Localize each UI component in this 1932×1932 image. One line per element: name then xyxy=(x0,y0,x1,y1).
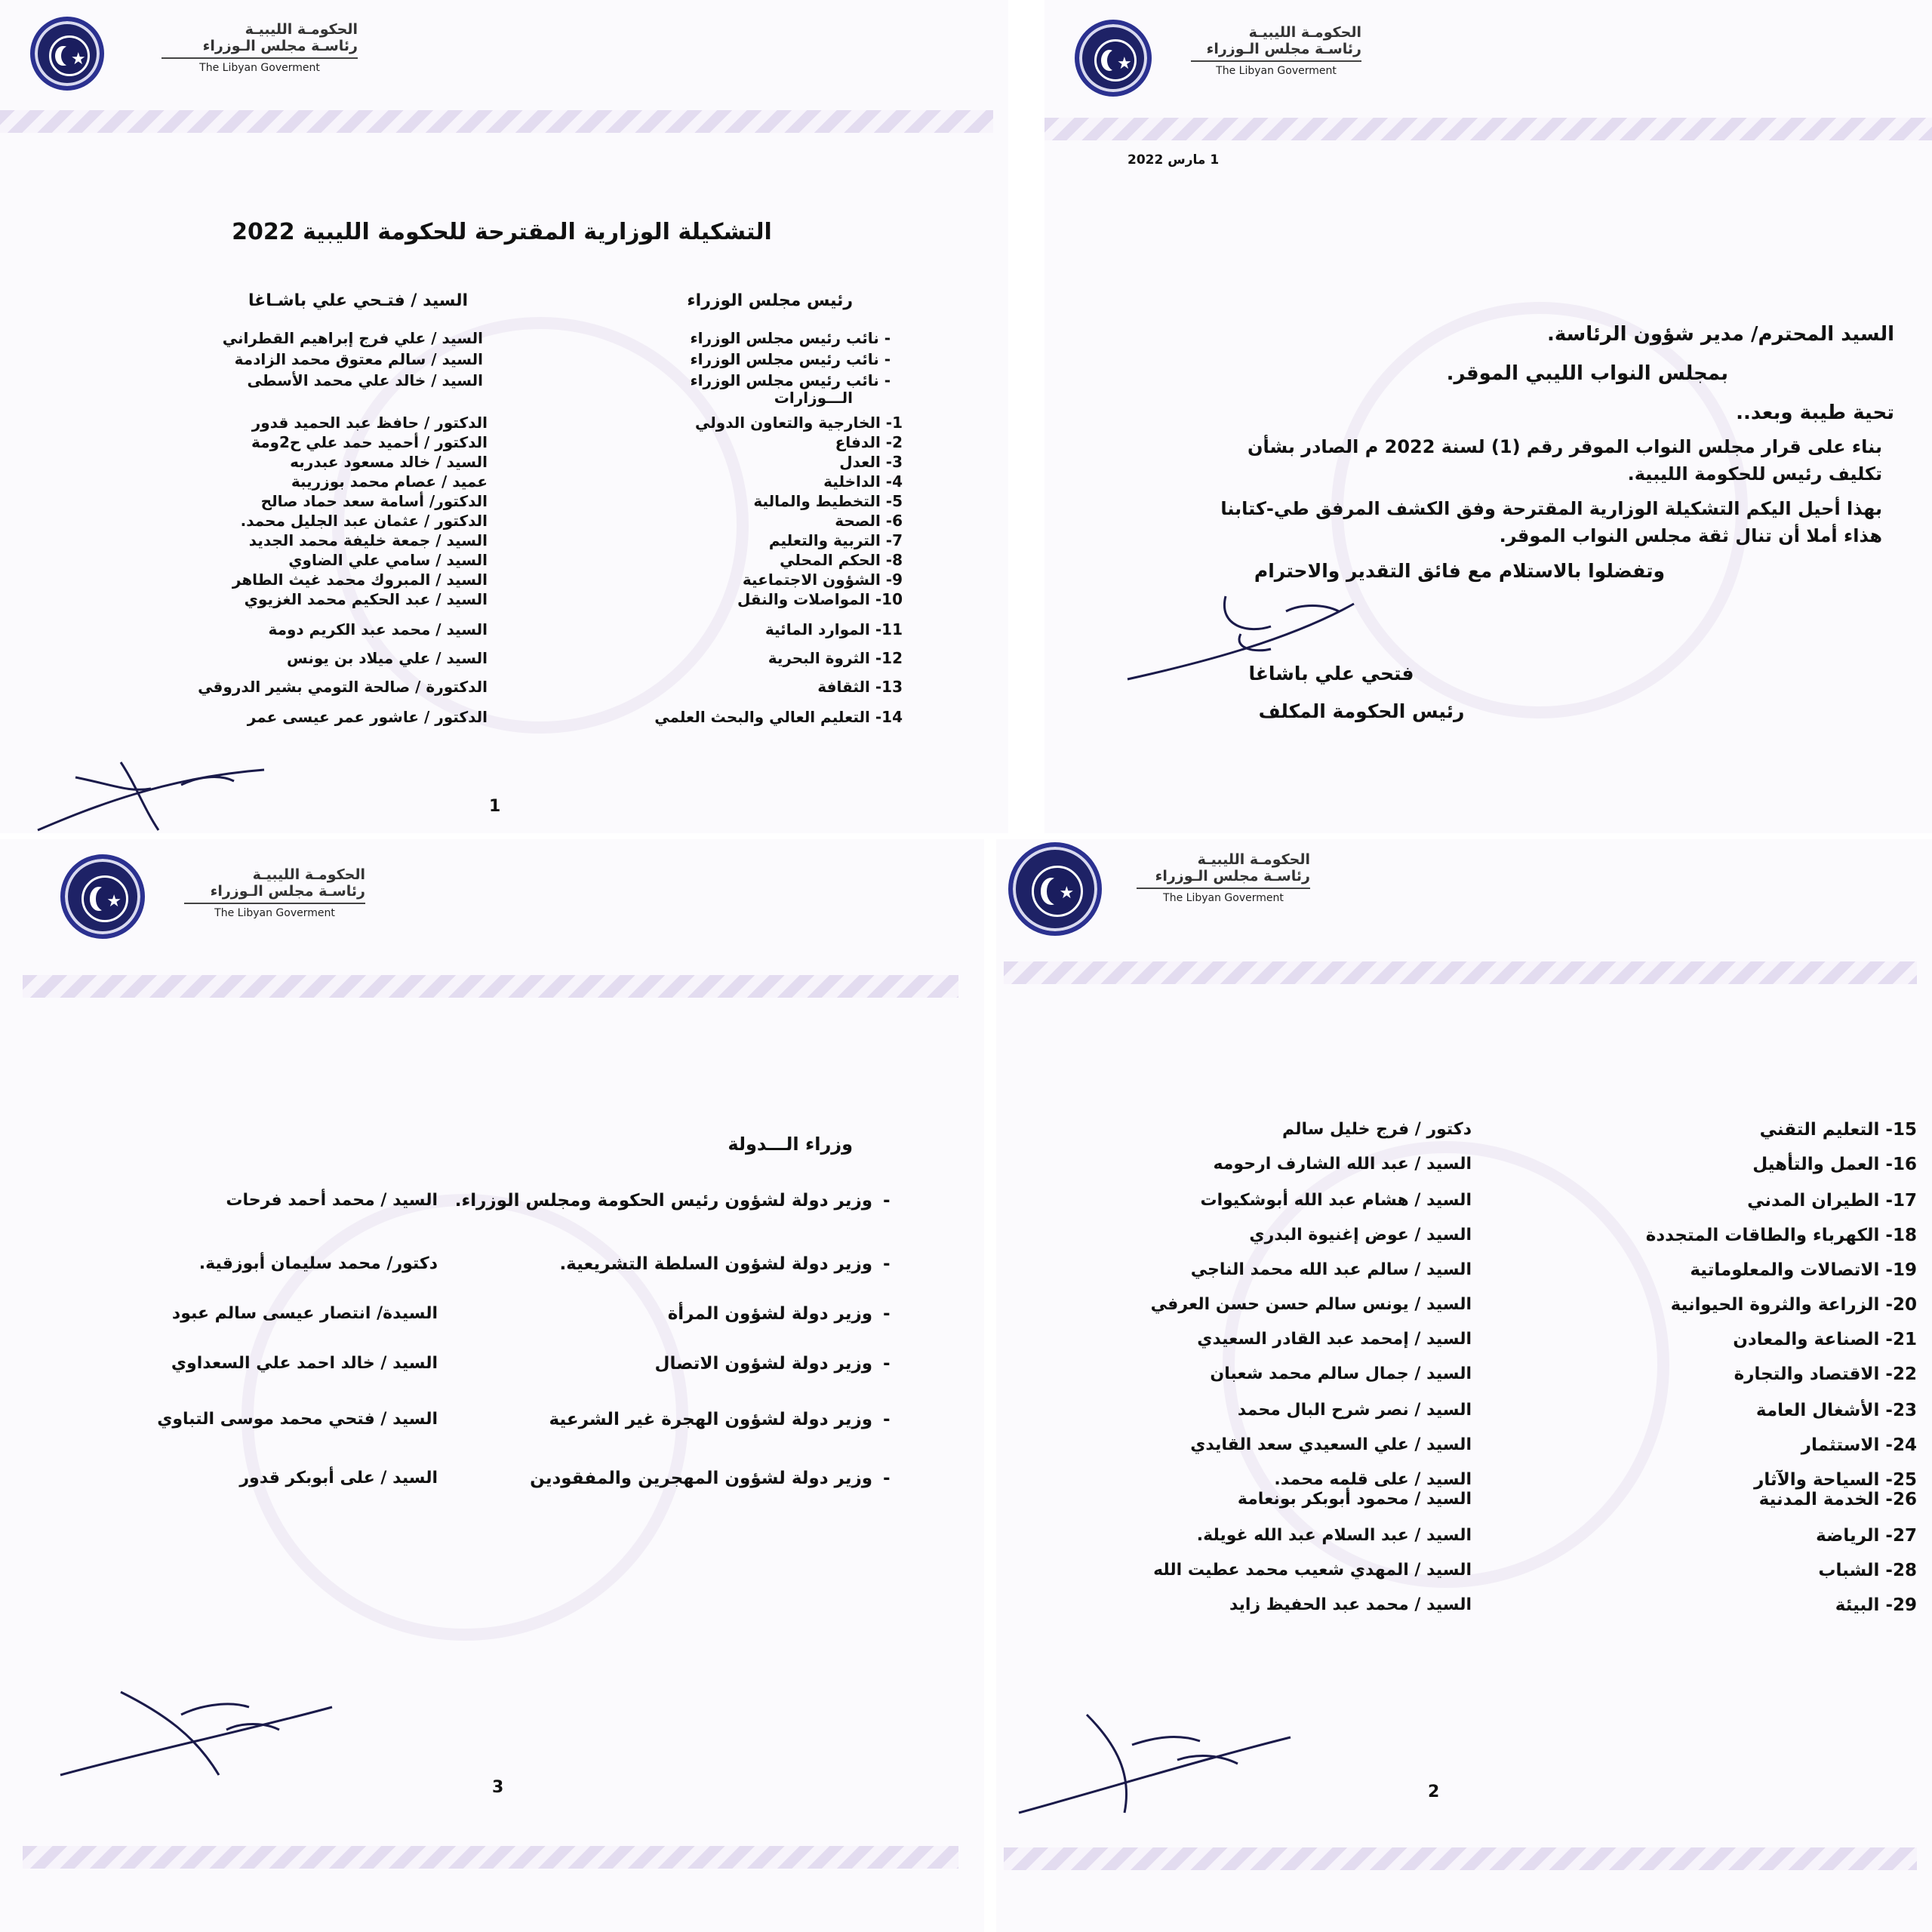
letterhead-line2: رئاسـة مجلس الـوزراء xyxy=(184,883,365,904)
signer-title: رئيس الحكومة المكلف xyxy=(1258,700,1465,722)
footer-stripe xyxy=(23,1846,958,1869)
ministry-role: 24- الاستثمار xyxy=(1801,1435,1917,1455)
ministry-role: 8- الحكم المحلي xyxy=(780,551,903,569)
minister-of-state-role: وزير دولة لشؤون الاتصال xyxy=(654,1354,872,1374)
deputy-name: السيد / خالد علي محمد الأسطى xyxy=(247,371,483,389)
ministry-role: 12- الثروة البحرية xyxy=(768,649,903,667)
government-seal-icon: ★ xyxy=(1008,842,1102,936)
minister-of-state-name: السيد / على أبوبكر قدور xyxy=(239,1469,438,1487)
minister-of-state-name: دكتور/ محمد سليمان أبوزقية. xyxy=(198,1254,438,1273)
letter-paragraph2-line1: بهذا أحيل اليكم التشكيلة الوزارية المقترحة وفق الكشف المرفق طي-كتابنا xyxy=(1220,498,1882,519)
minister-name: السيد / جمعة خليفة محمد الجديد xyxy=(248,531,488,549)
minister-name: الدكتورة / صالحة التومي بشير الدروقي xyxy=(198,678,488,696)
letterhead-line1: الحكومـة الليبيـة xyxy=(1197,851,1310,868)
minister-name: السيد / إمحمد عبد القادر السعيدي xyxy=(1197,1330,1472,1349)
letter-paragraph1-line1: بناء على قرار مجلس النواب الموقر رقم (1) لسنة 2022 م الصادر بشأن xyxy=(1247,436,1882,457)
header-stripe xyxy=(1044,118,1932,140)
ministry-role: 10- المواصلات والنقل xyxy=(737,590,903,608)
deputy-role: - نائب رئيس مجلس الوزراء xyxy=(690,329,891,347)
minister-name: الدكتور / أحميد حمد علي ح2ومة xyxy=(251,433,488,451)
pm-label: رئيس مجلس الوزراء xyxy=(687,291,853,310)
signature-icon xyxy=(30,740,279,833)
minister-name: السيد / سالم عبد الله محمد الناجي xyxy=(1190,1260,1472,1279)
ministry-role: 19- الاتصالات والمعلوماتية xyxy=(1690,1260,1917,1280)
section-title: وزراء الـــدولة xyxy=(728,1134,853,1155)
letterhead xyxy=(1137,851,1310,904)
list-dash: - xyxy=(883,1410,891,1429)
ministries-label: الـــوزارات xyxy=(774,389,853,407)
letterhead xyxy=(162,21,358,74)
minister-of-state-role: وزير دولة لشؤون المرأة xyxy=(667,1304,872,1324)
cover-letter-page xyxy=(1044,0,1932,833)
minister-name: الدكتور / عاشور عمر عيسى عمر xyxy=(247,708,488,726)
document-page-2 xyxy=(996,839,1932,1932)
minister-name: السيد / خالد مسعود عبدربه xyxy=(290,453,488,471)
letterhead xyxy=(1191,24,1361,77)
letterhead-english: The Libyan Goverment xyxy=(1216,65,1337,77)
list-dash: - xyxy=(883,1354,891,1374)
minister-name: السيد / يونس سالم حسن حسن العرفي xyxy=(1150,1295,1472,1314)
deputy-role: - نائب رئيس مجلس الوزراء xyxy=(690,350,891,368)
ministry-role: 17- الطيران المدني xyxy=(1747,1191,1917,1211)
minister-of-state-role: وزير دولة لشؤون المهجرين والمفقودين xyxy=(530,1469,872,1488)
page-number: 3 xyxy=(492,1778,504,1797)
minister-name: السيد / علي ميلاد بن يونس xyxy=(287,649,488,667)
letterhead-line2: رئاسـة مجلس الـوزراء xyxy=(162,38,358,59)
minister-name: السيد / عبد السلام عبد الله غويلة. xyxy=(1196,1526,1472,1545)
document-page-1 xyxy=(0,0,1008,833)
deputy-role: - نائب رئيس مجلس الوزراء xyxy=(690,371,891,389)
ministry-role: 7- التربية والتعليم xyxy=(768,531,903,549)
minister-of-state-name: السيدة/ انتصار عيسى سالم عبود xyxy=(171,1304,438,1323)
minister-name: السيد / علي السعيدي سعد القايدي xyxy=(1190,1435,1472,1454)
letter-greeting: تحية طيبة وبعد.. xyxy=(1736,401,1894,424)
ministry-role: 21- الصناعة والمعادن xyxy=(1733,1330,1917,1349)
minister-name: عميد / عصام محمد بوزريبة xyxy=(291,472,488,491)
letterhead-line2: رئاسـة مجلس الـوزراء xyxy=(1191,41,1361,62)
ministry-role: 3- العدل xyxy=(839,453,903,471)
list-dash: - xyxy=(883,1254,891,1274)
pm-name: السيد / فتـحي علي باشـاغا xyxy=(248,291,468,310)
signature-icon xyxy=(1011,1692,1298,1820)
minister-of-state-name: السيد / خالد احمد علي السعداوي xyxy=(171,1354,438,1373)
letterhead-line1: الحكومـة الليبيـة xyxy=(245,21,358,38)
minister-name: السيد / على قلمه محمد. xyxy=(1274,1470,1472,1489)
ministry-role: 11- الموارد المائية xyxy=(764,620,903,638)
minister-name: السيد / جمال سالم محمد شعبان xyxy=(1210,1364,1472,1383)
letterhead-line1: الحكومـة الليبيـة xyxy=(252,866,365,883)
header-stripe xyxy=(1004,961,1917,984)
ministry-role: 20- الزراعة والثروة الحيوانية xyxy=(1670,1295,1917,1315)
list-dash: - xyxy=(883,1191,891,1211)
footer-stripe xyxy=(1004,1847,1917,1870)
minister-name: الدكتور / حافظ عبد الحميد قدور xyxy=(251,414,488,432)
minister-name: السيد / محمد عبد الحفيظ زايد xyxy=(1229,1595,1472,1614)
minister-of-state-name: السيد / محمد أحمد فرحات xyxy=(226,1191,438,1210)
letterhead-english: The Libyan Goverment xyxy=(1163,892,1284,904)
ministry-role: 22- الاقتصاد والتجارة xyxy=(1734,1364,1917,1384)
letter-institution: بمجلس النواب الليبي الموقر. xyxy=(1446,362,1728,385)
page-title: التشكيلة الوزارية المقترحة للحكومة الليبية 2022 xyxy=(232,219,772,245)
ministry-role: 27- الرياضة xyxy=(1816,1526,1917,1546)
minister-name: السيد / عبد الله الشارف ارحومه xyxy=(1213,1155,1472,1174)
ministry-role: 5- التخطيط والمالية xyxy=(753,492,903,510)
government-seal-icon: ★ xyxy=(1075,20,1152,97)
letterhead xyxy=(184,866,365,919)
ministry-role: 6- الصحة xyxy=(835,512,903,530)
letterhead-english: The Libyan Goverment xyxy=(199,62,320,74)
minister-of-state-role: وزير دولة لشؤون الهجرة غير الشرعية xyxy=(549,1410,872,1429)
list-dash: - xyxy=(883,1469,891,1488)
document-page-3 xyxy=(0,839,984,1932)
page-number: 1 xyxy=(489,797,501,816)
minister-name: السيد / هشام عبد الله أبوشكيوات xyxy=(1200,1191,1472,1210)
minister-name: السيد / سامي علي الضاوي xyxy=(288,551,488,569)
ministry-role: 2- الدفاع xyxy=(835,433,903,451)
header-stripe xyxy=(23,975,958,998)
ministry-role: 9- الشؤون الاجتماعية xyxy=(742,571,903,589)
minister-name: السيد / المبروك محمد غيث الطاهر xyxy=(232,571,488,589)
list-dash: - xyxy=(883,1304,891,1324)
minister-name: السيد / نصر شرح البال محمد xyxy=(1237,1401,1472,1420)
deputy-name: السيد / علي فرج إبراهيم القطراني xyxy=(222,329,483,347)
ministry-role: 16- العمل والتأهيل xyxy=(1752,1155,1917,1174)
government-seal-icon: ★ xyxy=(30,17,104,91)
ministry-role: 25- السياحة والآثار xyxy=(1754,1470,1917,1490)
ministry-role: 23- الأشغال العامة xyxy=(1755,1401,1917,1420)
ministry-role: 14- التعليم العالي والبحث العلمي xyxy=(654,708,903,726)
letter-addressee: السيد المحترم/ مدير شؤون الرئاسة. xyxy=(1546,323,1894,346)
minister-name: السيد / محمد عبد الكريم دومة xyxy=(268,620,488,638)
header-stripe xyxy=(0,110,993,133)
ministry-role: 29- البيئة xyxy=(1835,1595,1917,1615)
ministry-role: 26- الخدمة المدنية xyxy=(1758,1490,1917,1509)
letterhead-line2: رئاسـة مجلس الـوزراء xyxy=(1137,868,1310,889)
minister-name: السيد / عبد الحكيم محمد الغزيوي xyxy=(244,590,488,608)
letter-paragraph1-line2: تكليف رئيس للحكومة الليبية. xyxy=(1627,463,1882,485)
minister-name: السيد / محمود أبوبكر بونعامة xyxy=(1237,1490,1472,1509)
signer-name: فتحي علي باشاغا xyxy=(1248,663,1414,685)
signature-icon xyxy=(53,1669,340,1783)
letter-date: 1 مارس 2022 xyxy=(1128,152,1220,168)
letterhead-line1: الحكومـة الليبيـة xyxy=(1248,24,1361,41)
page-number: 2 xyxy=(1428,1783,1440,1801)
minister-name: السيد / المهدي شعيب محمد عطيت الله xyxy=(1153,1561,1472,1580)
minister-name: دكتور / فرج خليل سالم xyxy=(1281,1120,1472,1139)
minister-name: الدكتور/ أسامة سعد حماد صالح xyxy=(260,492,488,510)
ministry-role: 18- الكهرباء والطاقات المتجددة xyxy=(1645,1226,1917,1245)
deputy-name: السيد / سالم معتوق محمد الزادمة xyxy=(234,350,483,368)
minister-of-state-role: وزير دولة لشؤون السلطة التشريعية. xyxy=(559,1254,872,1274)
ministry-role: 15- التعليم التقني xyxy=(1759,1120,1917,1140)
minister-name: السيد / عوض إغنيوة البدري xyxy=(1249,1226,1472,1244)
ministry-role: 13- الثقافة xyxy=(817,678,903,696)
minister-of-state-role: وزير دولة لشؤون رئيس الحكومة ومجلس الوزراء. xyxy=(454,1191,872,1211)
government-seal-icon: ★ xyxy=(60,854,145,939)
ministry-role: 1- الخارجية والتعاون الدولي xyxy=(695,414,903,432)
letterhead-english: The Libyan Goverment xyxy=(214,907,335,919)
ministry-role: 4- الداخلية xyxy=(823,472,903,491)
letter-paragraph2-line2: هذاء أملا أن تنال ثقة مجلس النواب الموقر. xyxy=(1499,525,1882,546)
minister-of-state-name: السيد / فتحي محمد موسى التباوي xyxy=(157,1410,438,1429)
letter-closing: وتفضلوا بالاستلام مع فائق التقدير والاحترام xyxy=(1254,560,1666,582)
minister-name: الدكتور / عثمان عبد الجليل محمد. xyxy=(240,512,488,530)
ministry-role: 28- الشباب xyxy=(1818,1561,1917,1580)
